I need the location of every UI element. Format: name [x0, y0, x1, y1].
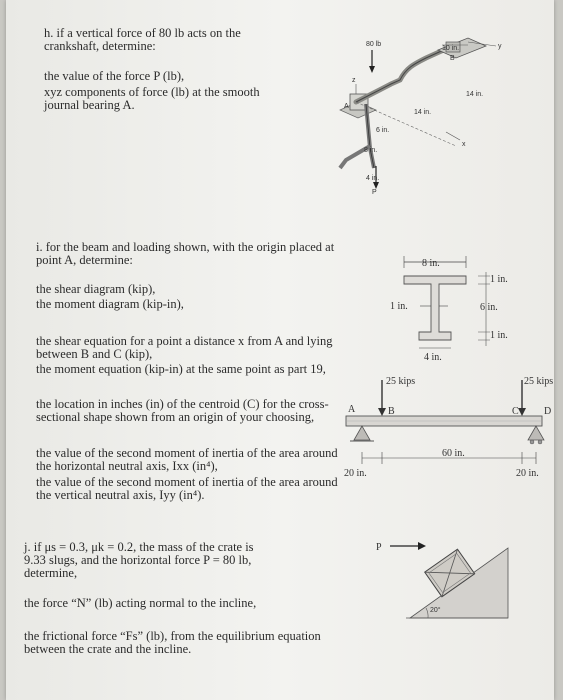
label-web-height: 6 in. — [480, 302, 498, 313]
label-top-thickness: 1 in. — [490, 274, 508, 285]
label-point-a: A — [348, 404, 356, 415]
label-dim-10in: 10 in. — [442, 45, 460, 52]
label-dim-6in: 6 in. — [376, 127, 390, 134]
cross-section-figure — [390, 250, 520, 368]
label-incline-angle: 20° — [430, 607, 441, 614]
problem-h-title-line1: h. if a vertical force of 80 lb acts on the — [44, 26, 241, 40]
label-force-80lb: 80 lb — [366, 41, 382, 48]
problem-i-question-7-line2: the vertical neutral axis, Iyy (in⁴). — [36, 488, 205, 502]
problem-i-question-7-line1: the value of the second moment of inertia of the area around — [36, 475, 338, 489]
label-point-d: D — [544, 406, 552, 417]
beam-figure — [336, 372, 554, 484]
label-dim-8in: 8 in. — [364, 147, 378, 154]
label-web-thickness: 1 in. — [390, 301, 408, 312]
problem-j-question-2-line2: between the crate and the incline. — [24, 642, 192, 656]
problem-i-question-5-line1: the location in inches (in) of the centroid (C) for the cross- — [36, 397, 329, 411]
label-axis-y: y — [498, 43, 502, 50]
label-dim-14in-a: 14 in. — [466, 91, 484, 98]
label-bottom-width: 4 in. — [424, 352, 442, 363]
label-span-2: 60 in. — [442, 448, 465, 459]
label-dim-14in-b: 14 in. — [414, 109, 432, 116]
label-point-c: C — [512, 406, 519, 417]
problem-i-question-4: the moment equation (kip-in) at the same point as part 19, — [36, 362, 326, 376]
problem-h-title-line2: crankshaft, determine: — [44, 39, 156, 53]
crate-incline-figure — [370, 528, 510, 626]
label-point-a: A — [344, 103, 349, 110]
worksheet-page — [6, 0, 554, 700]
label-point-b: B — [450, 55, 455, 62]
label-force-p: P — [372, 189, 377, 196]
label-force-p: P — [376, 542, 382, 553]
problem-i-question-3-line2: between B and C (kip), — [36, 347, 153, 361]
label-axis-z: z — [352, 77, 356, 84]
label-point-b: B — [388, 406, 395, 417]
problem-j-intro-line3: determine, — [24, 566, 78, 580]
problem-h-question-2-line1: xyz components of force (lb) at the smooth — [44, 85, 260, 99]
label-load-1: 25 kips — [386, 376, 416, 387]
label-span-1: 20 in. — [344, 468, 367, 479]
problem-j-intro-line2: 9.33 slugs, and the horizontal force P = 80 lb, — [24, 553, 252, 567]
problem-j-intro-line1: j. if μs = 0.3, μk = 0.2, the mass of the crate is — [24, 540, 254, 554]
label-dim-4in: 4 in. — [366, 175, 380, 182]
problem-i-intro-line2: point A, determine: — [36, 253, 133, 267]
label-bottom-thickness: 1 in. — [490, 330, 508, 341]
problem-i-intro-line1: i. for the beam and loading shown, with the origin placed at — [36, 240, 335, 254]
label-load-2: 25 kips — [524, 376, 554, 387]
label-axis-x: x — [462, 141, 466, 148]
problem-i-question-5-line2: sectional shape shown from an origin of your choosing, — [36, 410, 315, 424]
crankshaft-figure — [336, 28, 516, 196]
problem-h-question-1: the value of the force P (lb), — [44, 69, 185, 83]
label-top-width: 8 in. — [422, 258, 440, 269]
problem-j-question-1: the force “N” (lb) acting normal to the incline, — [24, 596, 257, 610]
problem-i-question-6-line1: the value of the second moment of inertia of the area around — [36, 446, 338, 460]
label-span-3: 20 in. — [516, 468, 539, 479]
problem-h-question-2-line2: journal bearing A. — [44, 98, 135, 112]
problem-i-question-2: the moment diagram (kip-in), — [36, 297, 184, 311]
problem-i-question-6-line2: the horizontal neutral axis, Ixx (in⁴), — [36, 459, 218, 473]
problem-i-question-1: the shear diagram (kip), — [36, 282, 156, 296]
problem-i-question-3-line1: the shear equation for a point a distance x from A and lying — [36, 334, 333, 348]
problem-j-question-2-line1: the frictional force “Fs” (lb), from the equilibrium equation — [24, 629, 321, 643]
